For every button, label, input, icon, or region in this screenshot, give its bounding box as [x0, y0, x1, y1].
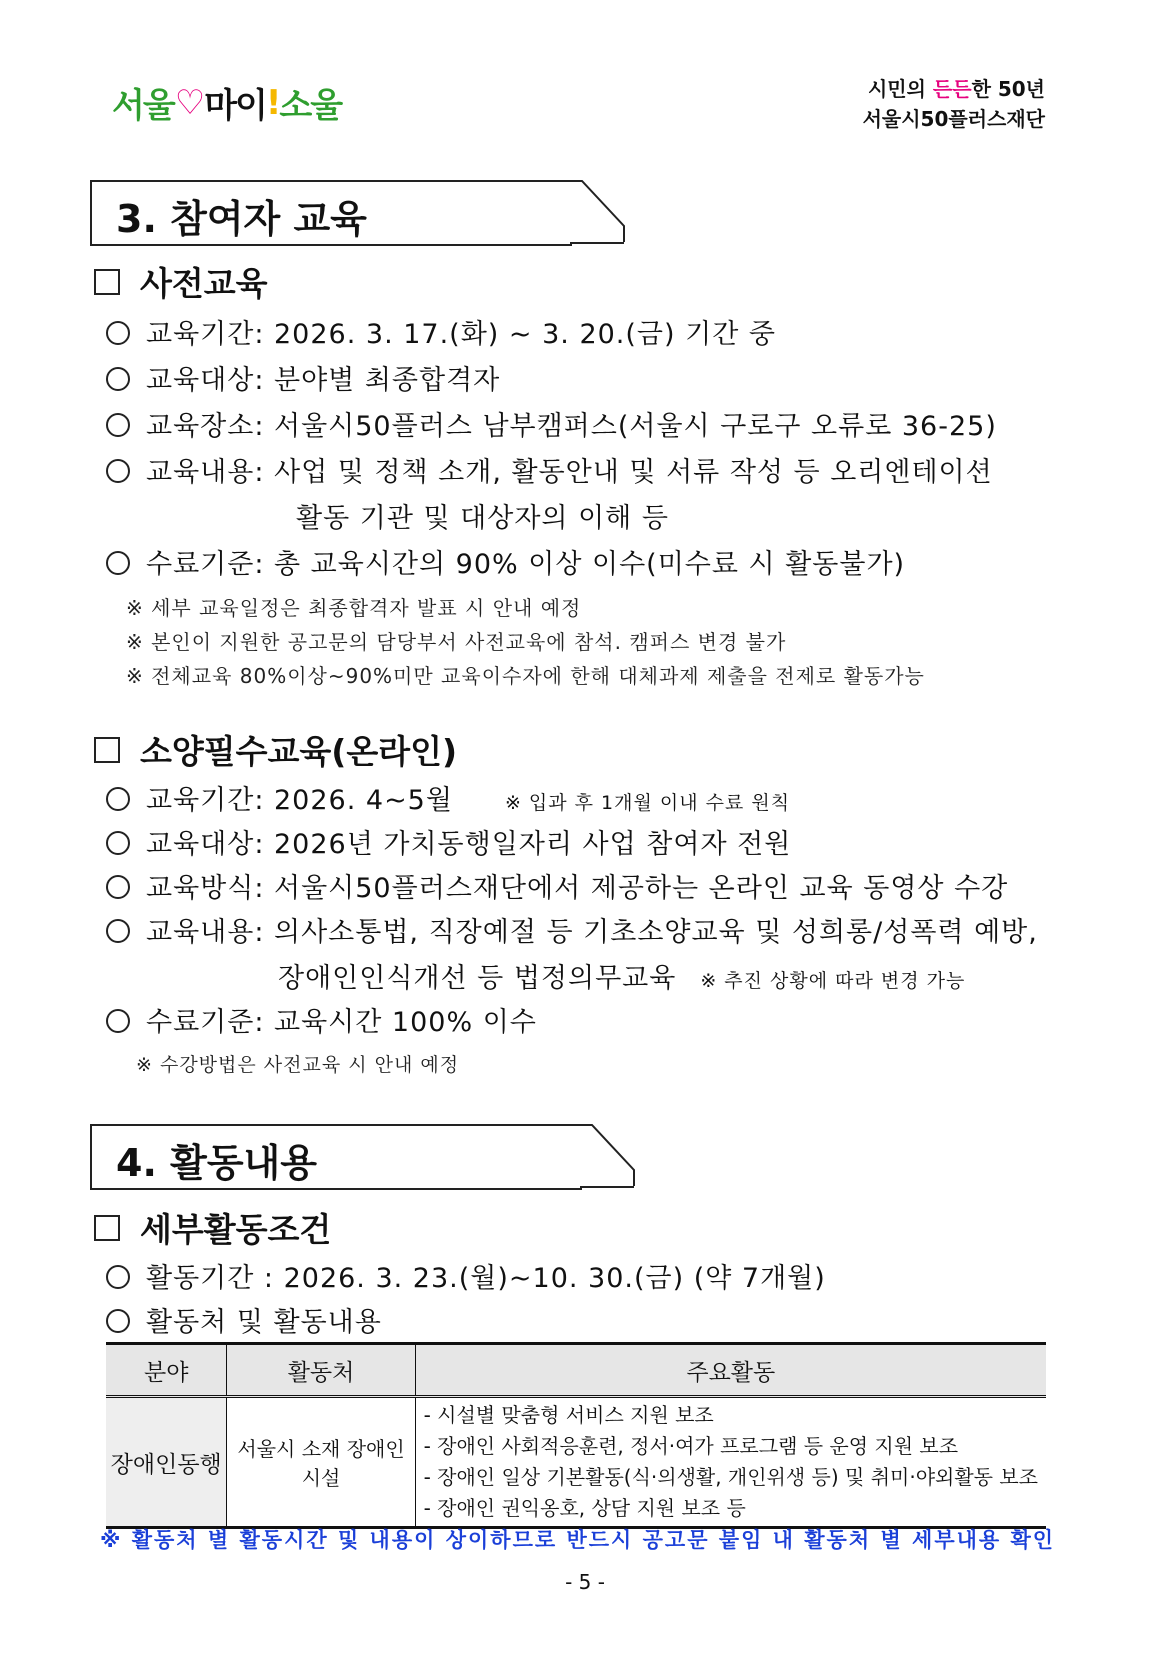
table-header-row: [106, 1344, 1046, 1397]
activity-item: - 시설별 맞춤형 서비스 지원 보조: [423, 1403, 714, 1427]
circle-bullet-icon: [106, 787, 130, 811]
pre-period: 교육기간: 2026. 3. 17.(화) ~ 3. 20.(금) 기간 중: [106, 312, 776, 351]
square-bullet-icon: [94, 1215, 120, 1241]
header-place: 활동처: [227, 1344, 415, 1397]
activity-item: - 장애인 권익옹호, 상담 지원 보조 등: [423, 1496, 746, 1520]
section4-banner: [90, 1124, 630, 1188]
pre-note: ※ 세부 교육일정은 최종합격자 발표 시 안내 예정: [126, 596, 582, 620]
foundation-logo: 시민의 든든한 50년 서울시50플러스재단: [862, 77, 1045, 131]
category-cell: 장애인동행: [106, 1397, 227, 1528]
activity-item: - 장애인 사회적응훈련, 정서·여가 프로그램 등 운영 지원 보조: [423, 1434, 959, 1458]
online-note: ※ 수강방법은 사전교육 시 안내 예정: [136, 1054, 460, 1076]
circle-bullet-icon: [106, 413, 130, 437]
section3-banner: [90, 180, 620, 244]
circle-bullet-icon: [106, 1009, 130, 1033]
online-target: 교육대상: 2026년 가치동행일자리 사업 참여자 전원: [106, 822, 791, 861]
pre-education-heading: 사전교육: [90, 258, 268, 305]
activity-conditions-heading: 세부활동조건: [90, 1204, 331, 1251]
section4-title: 4. 활동내용: [116, 1141, 317, 1185]
pre-note: ※ 본인이 지원한 공고문의 담당부서 사전교육에 참석. 캠퍼스 변경 불가: [126, 630, 787, 654]
table-row: [106, 1397, 1046, 1528]
page-number: - 5 -: [565, 1570, 605, 1594]
online-content: 교육내용: 의사소통법, 직장예절 등 기초소양교육 및 성희롱/성폭력 예방,: [106, 910, 1038, 949]
square-bullet-icon: [94, 269, 120, 295]
circle-bullet-icon: [106, 1265, 130, 1289]
pre-completion: 수료기준: 총 교육시간의 90% 이상 이수(미수료 시 활동불가): [106, 542, 905, 581]
heart-icon: ♡: [174, 82, 204, 123]
activity-table: [106, 1342, 1046, 1529]
section3-title: 3. 참여자 교육: [116, 197, 367, 241]
pre-target: 교육대상: 분야별 최종합격자: [106, 358, 500, 397]
seoul-my-soul-logo: 서울 ♡ 마이 ! 소울: [112, 82, 342, 126]
activity-item: - 장애인 일상 기본활동(식·의생활, 개인위생 등) 및 취미·야외활동 보조: [423, 1465, 1038, 1489]
online-period: 교육기간: 2026. 4~5월 ※ 입과 후 1개월 이내 수료 원칙: [106, 778, 790, 817]
circle-bullet-icon: [106, 875, 130, 899]
online-content-continued: 장애인인식개선 등 법정의무교육 ※ 추진 상황에 따라 변경 가능: [278, 963, 966, 994]
online-education-heading: 소양필수교육(온라인): [90, 726, 457, 773]
circle-bullet-icon: [106, 551, 130, 575]
online-content-note: ※ 추진 상황에 따라 변경 가능: [700, 970, 966, 992]
square-bullet-icon: [94, 737, 120, 763]
circle-bullet-icon: [106, 321, 130, 345]
circle-bullet-icon: [106, 367, 130, 391]
activity-period: 활동기간 : 2026. 3. 23.(월)~10. 30.(금) (약 7개월): [106, 1256, 826, 1295]
circle-bullet-icon: [106, 919, 130, 943]
circle-bullet-icon: [106, 831, 130, 855]
pre-note: ※ 전체교육 80%이상~90%미만 교육이수자에 한해 대체과제 제출을 전제로 활동가능: [126, 664, 925, 688]
place-cell: 서울시 소재 장애인 시설: [227, 1397, 415, 1528]
pre-location: 교육장소: 서울시50플러스 남부캠퍼스(서울시 구로구 오류로 36-25): [106, 404, 997, 443]
header-category: 분야: [106, 1344, 227, 1397]
exclamation-icon: !: [265, 82, 280, 123]
activities-cell: [415, 1397, 1046, 1528]
online-completion: 수료기준: 교육시간 100% 이수: [106, 1000, 537, 1039]
activity-places-label: 활동처 및 활동내용: [106, 1300, 382, 1339]
activity-warning: ※ 활동처 별 활동시간 및 내용이 상이하므로 반드시 공고문 붙임 내 활동처 별 세부내용 확인: [100, 1528, 1056, 1552]
circle-bullet-icon: [106, 1309, 130, 1333]
online-period-note: ※ 입과 후 1개월 이내 수료 원칙: [504, 792, 791, 814]
online-method: 교육방식: 서울시50플러스재단에서 제공하는 온라인 교육 동영상 수강: [106, 866, 1008, 905]
pre-content: 교육내용: 사업 및 정책 소개, 활동안내 및 서류 작성 등 오리엔테이션: [106, 450, 993, 489]
pre-content-continued: 활동 기관 및 대상자의 이해 등: [296, 503, 669, 534]
circle-bullet-icon: [106, 459, 130, 483]
header-activities: 주요활동: [415, 1344, 1046, 1397]
